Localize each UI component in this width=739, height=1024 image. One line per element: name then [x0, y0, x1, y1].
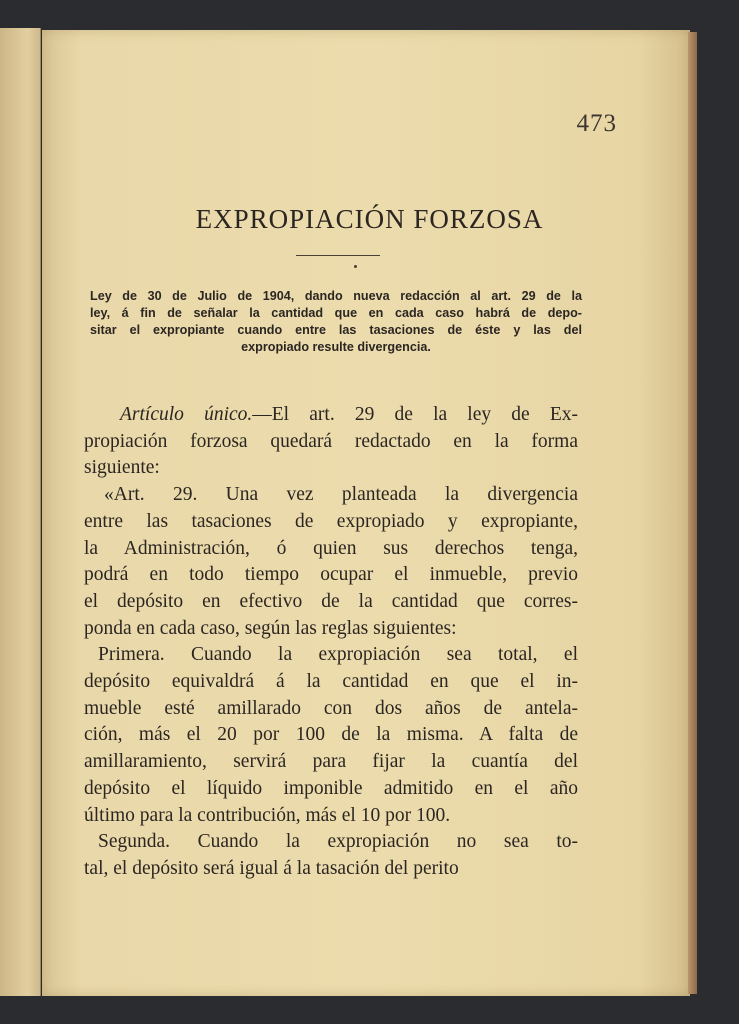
article-label: Artículo único. [120, 404, 253, 425]
body-line [84, 402, 578, 429]
body-line: ción, más el 20 por 100 de la misma. A falta de [84, 724, 578, 746]
body-line: entre las tasaciones de expropiado y expropiante, [84, 510, 578, 532]
summary-line: expropiado resulte divergencia. [241, 340, 431, 354]
body-line: propiación forzosa quedará redactado en la forma [84, 430, 578, 452]
divider-dot [354, 265, 357, 268]
body-line: ponda en cada caso, según las reglas siguientes: [84, 617, 457, 639]
body-line: siguiente: [84, 457, 160, 479]
law-summary [90, 288, 582, 356]
body-line: Segunda. Cuando la expropiación no sea to- [98, 831, 578, 853]
summary-line: Ley de 30 de Julio de 1904, dando nueva redacción al art. 29 de la [90, 289, 582, 303]
article-text [84, 402, 578, 883]
body-line: amillaramiento, servirá para fijar la cuantía del [84, 751, 578, 773]
page-number: 473 [576, 110, 617, 137]
body-line: la Administración, ó quien sus derechos tenga, [84, 537, 578, 559]
summary-line: ley, á fin de señalar la cantidad que en cada caso habrá de depo- [90, 306, 582, 320]
body-line: último para la contribución, más el 10 por 100. [84, 804, 451, 826]
body-line: Primera. Cuando la expropiación sea total, el [98, 644, 578, 666]
body-line: tal, el depósito será igual á la tasación del perito [84, 857, 459, 879]
body-line: depósito equivaldrá á la cantidad en que el in- [84, 671, 578, 693]
body-line: «Art. 29. Una vez planteada la divergencia [104, 484, 578, 506]
body-line: mueble esté amillarado con dos años de antela- [84, 697, 578, 719]
page-stack-edge [688, 32, 697, 994]
facing-page-edge [0, 28, 41, 996]
body-line-text: —El art. 29 de la ley de Ex- [252, 404, 578, 425]
title-divider [296, 255, 380, 256]
body-line: depósito el líquido imponible admitido en el año [84, 777, 578, 799]
body-line: el depósito en efectivo de la cantidad que corres- [84, 590, 578, 612]
summary-line: sitar el expropiante cuando entre las tasaciones de éste y las del [90, 323, 582, 337]
page-title: EXPROPIACIÓN FORZOSA [195, 204, 544, 234]
body-line: podrá en todo tiempo ocupar el inmueble, previo [84, 564, 578, 586]
